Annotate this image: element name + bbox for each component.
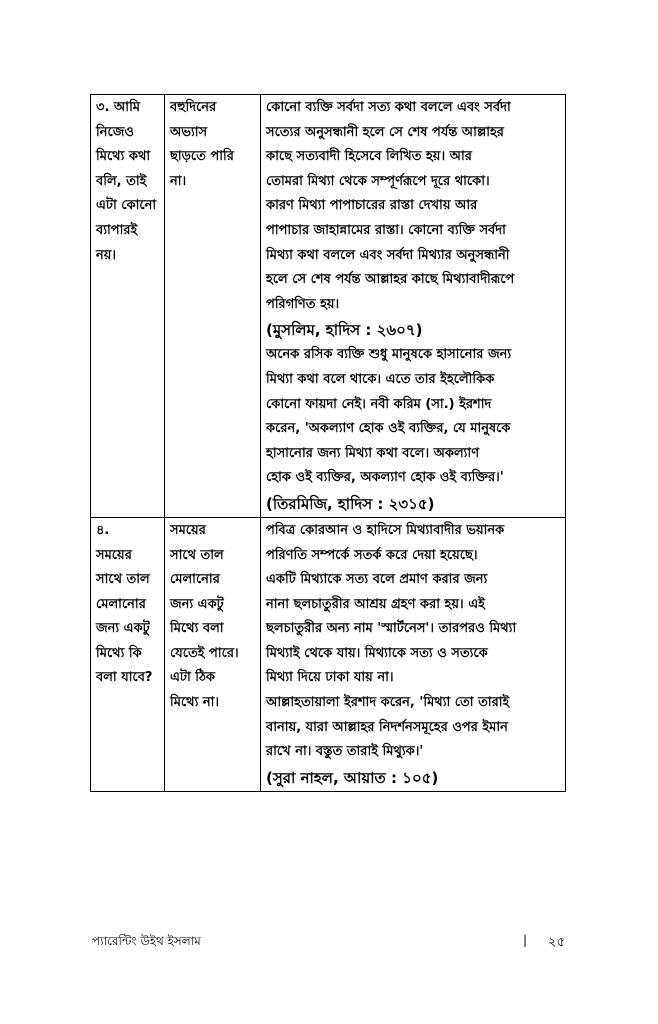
text-line: অভ্যাস (170, 124, 208, 140)
excuse-cell (165, 517, 261, 791)
text-line: সময়ের (170, 522, 206, 538)
text-line: একটি মিথ্যাকে সত্য বলে প্রমাণ করার জন্য (266, 572, 488, 588)
page-number: ২৫ (548, 935, 565, 950)
text-line: মিথ্যা কথা বলে থাকে। এতে তার ইহলৌকিক (266, 371, 495, 387)
text-line: মিথ্যাই থেকে যায়। মিথ্যাকে সত্য ও সত্যকে (266, 645, 488, 661)
qa-table (90, 94, 566, 792)
question-cell (91, 95, 165, 518)
text-line: পরিগণিত হয়। (266, 296, 340, 312)
question-cell (91, 517, 165, 791)
text-line: সাথে তাল (96, 572, 150, 588)
table-row (91, 95, 566, 518)
text-line: মিথ্যে কি (96, 645, 142, 661)
footer-separator: | (523, 933, 528, 947)
text-line: সত্যের অনুসন্ধানী হলে সে শেষ পর্যন্ত আল্লাহর (266, 124, 504, 140)
text-line: হাসানোর জন্য মিথ্যা কথা বলে। অকল্যাণ (266, 445, 480, 461)
text-line: কোনো ফায়দা নেই। নবী করিম (সা.) ইরশাদ (266, 396, 492, 412)
text-line: ব্যাপারই (96, 222, 138, 238)
text-line: সাথে তাল (170, 547, 224, 563)
text-line: এটা কোনো (96, 198, 157, 214)
text-line: বলা যাবে? (96, 670, 153, 686)
text-line: কাছে সত্যবাদী হিসেবে লিখিত হয়। আর (266, 149, 472, 165)
text-line: বানায়, যারা আল্লাহর নিদর্শনসমূহের ওপর ইমান (266, 719, 508, 735)
text-line: যেতেই পারে। (170, 645, 239, 661)
text-line: ছাড়তে পারি (170, 149, 234, 165)
text-line: পরিণতি সম্পর্কে সতর্ক করে দেয়া হয়েছে। (266, 547, 478, 563)
hadith-reference: (তিরমিজি, হাদিস : ২৩১৫) (266, 494, 435, 513)
text-line: মিথ্যে কথা (96, 149, 151, 165)
footer-book-title: প্যারেন্টিং উইথ ইসলাম (92, 934, 201, 948)
text-line: বহুদিনের (170, 100, 217, 115)
answer-cell (261, 517, 566, 791)
text-line: রাখে না। বস্তুত তারাই মিথ্যুক।' (266, 744, 424, 760)
text-line: কোনো ব্যক্তি সর্বদা সত্য কথা বললে এবং সর্বদা (266, 100, 511, 115)
text-line: মিথ্যা দিয়ে ঢাকা যায় না। (266, 670, 394, 686)
text-line: মেলানোর (96, 596, 146, 612)
text-line: ৪. (96, 522, 110, 538)
text-line: তোমরা মিথ্যা থেকে সম্পূর্ণরূপে দূরে থাকো। (266, 173, 490, 189)
text-line: এটা ঠিক (170, 670, 216, 686)
text-line: আল্লাহতায়ালা ইরশাদ করেন, 'মিথ্যা তো তারাই (266, 695, 510, 711)
text-line: ছলচাতুরীর অন্য নাম 'স্মার্টনেস'। তারপরও মিথ্যা (266, 621, 517, 637)
text-line: জন্য একটু (96, 621, 150, 637)
text-line: অনেক রসিক ব্যক্তি শুধু মানুষকে হাসানোর জন্য (266, 347, 512, 363)
text-line: মেলানোর (170, 572, 220, 588)
text-line: জন্য একটু (170, 596, 224, 612)
text-line: নয়। (96, 247, 117, 263)
text-line: হোক ওই ব্যক্তির, অকল্যাণ হোক ওই ব্যক্তির।' (266, 470, 504, 486)
text-line: মিথ্যা কথা বললে এবং সর্বদা মিথ্যার অনুসন্ধানী (266, 247, 510, 263)
text-line: মিথ্যে বলা (170, 621, 224, 637)
answer-cell (261, 95, 566, 518)
table-row (91, 517, 566, 791)
text-line: মিথ্যে না। (170, 695, 220, 711)
text-line: নানা ছলচাতুরীর আশ্রয় গ্রহণ করা হয়। এই (266, 596, 485, 612)
quran-reference: (সুরা নাহল, আয়াত : ১০৫) (266, 768, 439, 787)
text-line: কারণ মিথ্যা পাপাচারের রাস্তা দেখায় আর (266, 198, 478, 214)
text-line: হলে সে শেষ পর্যন্ত আল্লাহর কাছে মিথ্যাবাদীরূপে (266, 272, 515, 288)
text-line: পবিত্র কোরআন ও হাদিসে মিথ্যাবাদীর ভয়ানক (266, 522, 505, 538)
text-line: সময়ের (96, 547, 132, 563)
text-line: ৩. আমি (96, 100, 141, 115)
text-line: পাপাচার জাহান্নামের রাস্তা। কোনো ব্যক্তি সর্বদা (266, 222, 506, 238)
text-line: না। (170, 173, 187, 189)
text-line: বলি, তাই (96, 173, 147, 189)
text-line: করেন, 'অকল্যাণ হোক ওই ব্যক্তির, যে মানুষকে (266, 421, 511, 437)
hadith-reference: (মুসলিম, হাদিস : ২৬০৭) (266, 321, 423, 340)
excuse-cell (165, 95, 261, 518)
text-line: নিজেও (96, 124, 134, 140)
